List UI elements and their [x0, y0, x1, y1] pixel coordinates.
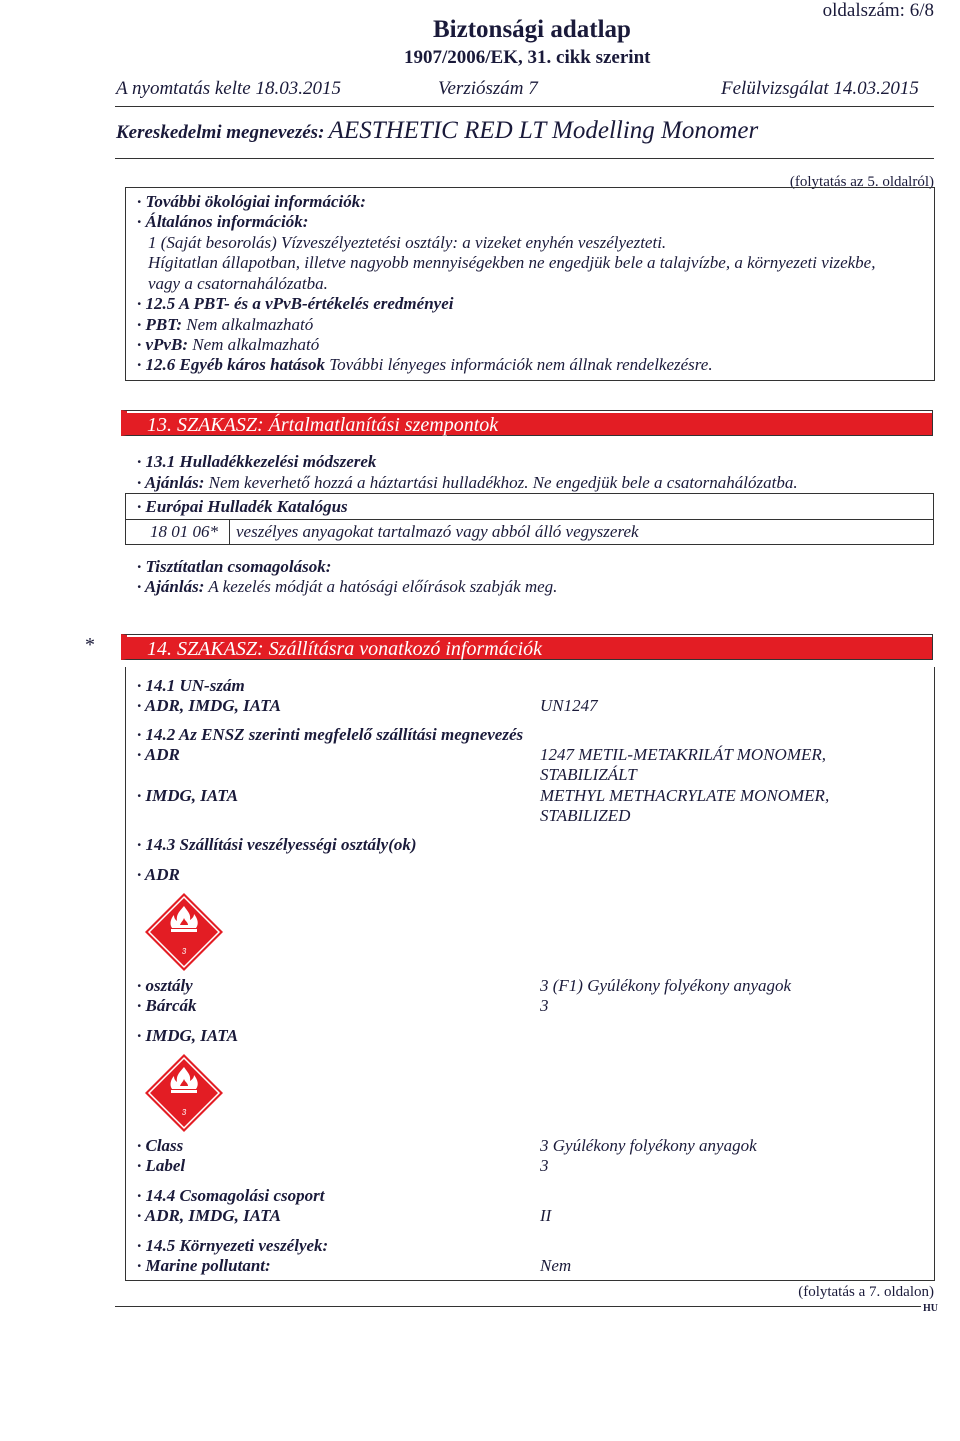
other-effects-line — [137, 355, 713, 375]
trade-name-label: Kereskedelmi megnevezés: — [116, 122, 325, 143]
packaging-recommendation — [137, 577, 557, 597]
continued-on: (folytatás a 7. oldalon) — [798, 1284, 934, 1300]
pbt-value: Nem alkalmazható — [186, 315, 314, 334]
change-marker: * — [85, 634, 95, 656]
shipping-name-adr-value-1: 1247 METIL-METAKRILÁT MONOMER, — [540, 745, 827, 764]
adr-subheading: · ADR — [137, 865, 180, 884]
header-divider — [115, 106, 934, 107]
waste-methods-heading: · 13.1 Hulladékkezelési módszerek — [137, 452, 377, 471]
document-title: Biztonsági adatlap — [433, 16, 631, 43]
marine-pollutant-value: Nem — [540, 1256, 572, 1275]
flammable-liquid-placard-imdg — [144, 1053, 224, 1133]
class-label-en: · Class — [137, 1136, 184, 1155]
waste-rec-label: · Ajánlás: — [137, 473, 205, 492]
packing-group-label: · ADR, IMDG, IATA — [137, 1206, 281, 1225]
section13-banner — [121, 410, 933, 436]
labels-value-hu: 3 — [540, 996, 549, 1015]
class-value-en: 3 Gyúlékony folyékony anyagok — [540, 1136, 757, 1155]
waste-catalog-code: 18 01 06* — [150, 522, 218, 541]
shipping-name-heading: · 14.2 Az ENSZ szerinti megfelelő szállítási megnevezés — [137, 725, 524, 744]
packaging-heading: · Tisztítatlan csomagolások: — [137, 557, 332, 576]
shipping-name-imdg-value-2: STABILIZED — [540, 806, 631, 825]
section14-title: 14. SZAKASZ: Szállításra vonatkozó információk — [147, 638, 542, 660]
marine-pollutant-label: · Marine pollutant: — [137, 1256, 271, 1275]
packing-group-heading: · 14.4 Csomagolási csoport — [137, 1186, 325, 1205]
pbt-heading: · 12.5 A PBT- és a vPvB-értékelés eredményei — [137, 294, 454, 313]
other-effects-label: · 12.6 Egyéb káros hatások — [137, 355, 325, 374]
document-subtitle: 1907/2006/EK, 31. cikk szerint — [404, 47, 651, 68]
waste-catalog-col-divider — [229, 519, 230, 545]
waste-rec-value: Nem keverhető hozzá a háztartási hulladékhoz. Ne engedjük bele a csatornahálózatba. — [208, 473, 798, 492]
pbt-label: · PBT: — [137, 315, 183, 334]
trade-name-line — [116, 117, 758, 145]
class-value-hu: 3 (F1) Gyúlékony folyékony anyagok — [540, 976, 792, 995]
packing-group-value: II — [540, 1206, 552, 1225]
vpvb-line — [137, 335, 319, 355]
waste-catalog-divider — [125, 519, 934, 520]
waste-catalog-heading: · Európai Hulladék Katalógus — [137, 497, 348, 516]
un-number-label: · ADR, IMDG, IATA — [137, 696, 281, 715]
water-warning-text-1: Hígitatlan állapotban, illetve nagyobb mennyiségekben ne engedjük bele a talajvízbe, a környezeti vizekbe, — [148, 253, 876, 272]
vpvb-label: · vPvB: — [137, 335, 188, 354]
version-number: Verziószám 7 — [438, 78, 538, 99]
shipping-name-imdg-value-1: METHYL METHACRYLATE MONOMER, — [540, 786, 830, 805]
trade-name: AESTHETIC RED LT Modelling Monomer — [328, 117, 759, 144]
label-value-en: 3 — [540, 1156, 549, 1175]
label-label-en: · Label — [137, 1156, 186, 1175]
packaging-rec-value: A kezelés módját a hatósági előírások szabják meg. — [208, 577, 558, 596]
water-hazard-text: 1 (Saját besorolás) Vízveszélyeztetési osztály: a vizeket enyhén veszélyezteti. — [148, 233, 667, 252]
general-info-heading: · Általános információk: — [137, 212, 309, 231]
flammable-liquid-placard-adr — [144, 892, 224, 972]
un-number-value: UN1247 — [540, 696, 598, 715]
placard-class-number: 3 — [181, 947, 187, 956]
header-divider-2 — [115, 158, 934, 159]
section13-title: 13. SZAKASZ: Ártalmatlanítási szempontok — [147, 414, 499, 436]
placard-class-number: 3 — [181, 1108, 187, 1117]
packaging-rec-label: · Ajánlás: — [137, 577, 205, 596]
water-warning-text-2: vagy a csatornahálózatba. — [148, 274, 328, 293]
footer-divider — [115, 1306, 934, 1307]
page-number: oldalszám: 6/8 — [822, 0, 934, 21]
environmental-hazards-heading: · 14.5 Környezeti veszélyek: — [137, 1236, 329, 1255]
shipping-name-imdg-label: · IMDG, IATA — [137, 786, 239, 805]
waste-catalog-desc: veszélyes anyagokat tartalmazó vagy abból álló vegyszerek — [236, 522, 639, 541]
other-effects-value: További lényeges információk nem állnak rendelkezésre. — [329, 355, 713, 374]
print-date: A nyomtatás kelte 18.03.2015 — [116, 78, 341, 99]
section14-banner — [121, 634, 933, 660]
labels-label-hu: · Bárcák — [137, 996, 197, 1015]
shipping-name-adr-label: · ADR — [137, 745, 180, 764]
continued-from: (folytatás az 5. oldalról) — [789, 174, 934, 190]
language-code: HU — [923, 1303, 938, 1314]
un-number-heading: · 14.1 UN-szám — [137, 676, 245, 695]
hazard-class-heading: · 14.3 Szállítási veszélyességi osztály(ok) — [137, 835, 417, 854]
shipping-name-adr-value-2: STABILIZÁLT — [540, 765, 637, 784]
vpvb-value: Nem alkalmazható — [192, 335, 320, 354]
imdg-iata-subheading: · IMDG, IATA — [137, 1026, 239, 1045]
pbt-line — [137, 315, 313, 335]
waste-recommendation — [137, 473, 798, 493]
revision-date: Felülvizsgálat 14.03.2015 — [721, 78, 919, 99]
eco-info-heading: · További ökológiai információk: — [137, 192, 366, 211]
class-label-hu: · osztály — [137, 976, 193, 995]
